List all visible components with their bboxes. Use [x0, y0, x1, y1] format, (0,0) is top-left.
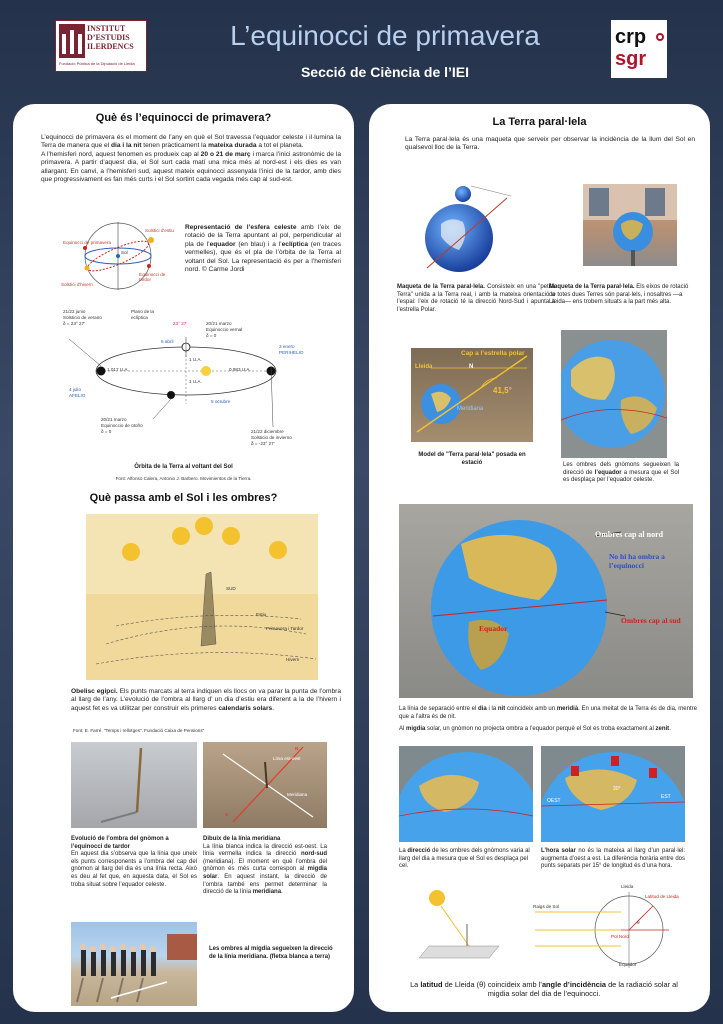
station-label-polar: Cap a l’estrella polar	[461, 350, 525, 357]
celestial-sphere-caption: Representació de l’esfera celeste amb l’eix de rotació de la Terra apuntant al pol, perpendicular al pla de l’equador (en blau) i a l’eclíptica (en traces vermelles), que és el pla de l’òrbita de la Terra al voltant del Sol. La representació és per a l’hemisferi nord. © Carme Jordi	[185, 224, 341, 274]
gnomons-globe-photo	[561, 330, 667, 458]
target-icon	[656, 33, 664, 41]
iei-logo-text: INSTITUT D’ESTUDIS ILERDENCS	[87, 24, 134, 51]
solar-hour-photo	[541, 746, 685, 842]
latitude-diagram	[529, 882, 689, 972]
gnomon-photo	[71, 742, 197, 828]
orbit-ua-1: 1 U.A.	[189, 357, 202, 362]
section-title-equinox: Què és l’equinocci de primavera?	[95, 112, 272, 124]
earth-orbit-diagram	[61, 309, 311, 459]
crp-sgr-logo: crp sgr	[611, 20, 667, 78]
model-photo	[583, 184, 677, 266]
section-title-shadows: Què passa amb el Sol i les ombres?	[89, 492, 278, 504]
iei-building-icon	[59, 24, 85, 58]
latitude-label-latitud: Latitud de Lleida	[645, 894, 679, 899]
orbit-dist-left: 1.017 U.A.	[107, 367, 129, 372]
sphere-label-north: Solstici d'estiu	[145, 228, 174, 233]
obelisk-caption: Obelisc egipci. Els punts marcats al terra indiquen els llocs on va parar la punta de l’ombra al llarg de l’any. L’evolució de l’ombra al llarg d’ un dia d’estiu era diferent a la de l’hivern i aquest fet es va utilitzar per construir els primeres calendaris solars.	[71, 688, 341, 712]
orbit-label-octubre: 5 octubre	[211, 399, 231, 404]
left-panel	[13, 104, 354, 1012]
station-label-angle: 41,5°	[493, 386, 512, 395]
students-photo	[71, 922, 197, 1006]
station-label-meridiana: Meridiana	[457, 406, 484, 412]
orbit-label-plane: Plano de la eclíptica	[131, 309, 154, 320]
orbit-dist-right: 0.983 U.A.	[229, 367, 251, 372]
meridian-label-mer: Meridiana	[287, 792, 308, 797]
obelisk-label-hivern: Hivern	[286, 657, 300, 662]
orbit-label-dec: 21/22 diciembre Solsticio de invierno δ = -23° 27’	[251, 429, 292, 446]
latitude-conclusion: La latitud de Lleida (θ) coincideix amb l’angle d’incidència de la radiació solar al migdia solar del dia de l’equinocci.	[410, 980, 678, 999]
station-label-n: N	[469, 364, 474, 370]
sphere-label-sun: Sol	[121, 250, 128, 255]
latitude-label-lleida: Lleida	[621, 884, 634, 889]
meridian-day-night-text: La línia de separació entre el dia i la nit coincideix amb un meridià. En una meitat de la Terra és de dia, mentre que a l’altra és de nit.	[399, 706, 697, 720]
sun-rays-diagram	[419, 884, 509, 964]
orbit-angle-top: 23° 27’	[173, 321, 188, 326]
meridian-label-n: N	[295, 746, 299, 751]
obelisk-source: Font: E. Farré. "Temps i rellotges". Fundació Caixa de Pensions"	[73, 728, 205, 733]
obelisk-drawing	[86, 514, 318, 680]
station-photo	[411, 348, 533, 442]
model-caption: Maqueta de la Terra paral·lela. Consisteix en una "petita Terra" unida a la Terra real, i amb la mateixa orientació a l’espai: l’eix de rotació té la direcció Nord-Sud i apunta a l’estrella Polar.	[397, 284, 555, 313]
section-title-parallel-earth: La Terra paral·lela	[492, 116, 587, 128]
orbit-label-march: 20/21 marzo Equinoccio vernal δ = 0	[206, 321, 243, 338]
solar-hour-caption: L’hora solar no és la mateixa al llarg d’un paral·lel: augmenta d’oest a est. La diferència horària entre dos punts separats per 15° de longitud és d’una hora.	[541, 848, 685, 870]
orbit-caption: Òrbita de la Terra al voltant del Sol	[134, 464, 233, 470]
sphere-label-south: Solstici d'hivern	[61, 282, 93, 287]
iei-logo	[55, 20, 147, 72]
station-caption: Model de "Terra paral·lela" posada en estació	[418, 452, 526, 466]
big-globe-label-no-shadow: No hi ha ombra a l’equinocci	[609, 552, 665, 570]
orbit-label-sept: 20/21 marzo Equinoccio de otoño δ = 0	[101, 417, 143, 434]
equinox-intro: L’equinocci de primavera és el moment de l’any en què el Sol travessa l’equador celeste i il·lumina la Terra de manera que el dia i la nit tenen pràcticament la mateixa durada a tot el planeta. A l’hemisferi nord, aquest fenomen es produeix cap al 20 o 21 de març i marca l’inici astronòmic de la primavera. A partir d’aquest dia, el Sol surt cada matí una mica més al nord-est i els dies es van allargant. En canvi, a l’hemisferi sud, aquest mateix equinocci assenyala l’inici de la tardor, amb dies que progressivament es fan més curts i el Sol sortint cada vegada més cap al sud-est.	[41, 134, 342, 184]
big-globe-label-equador: Equador	[479, 624, 508, 633]
solar-hour-label-deg: 30°	[613, 786, 621, 792]
latitude-label-theta: θ	[637, 920, 640, 925]
page-title: L’equinocci de primavera	[230, 20, 540, 51]
solar-hour-label-oest: OEST	[547, 798, 561, 804]
orbit-source: Font: Alfonso Calera, Antonio J. Barbero. Movimientos de la Tierra.	[115, 476, 252, 481]
model2-caption: Maqueta de la Terra paral·lela. Els eixos de rotació de totes dues Terres són paral·lels, i nosaltres —a Lleida— ens trobem situats a la part més alta.	[549, 284, 689, 306]
obelisk-label-sud: SUD	[226, 586, 236, 591]
sphere-label-equinox-top: Equinocci de primavera	[63, 240, 112, 245]
shadow-direction-photo	[399, 746, 533, 842]
parallel-earth-intro: La Terra paral·lela és una maqueta que serveix per observar la incidència de la llum del Sol en qualsevol lloc de la Terra.	[405, 136, 695, 152]
meridian-label-s: S	[225, 812, 229, 817]
right-panel	[369, 104, 710, 1012]
orbit-label-june: 21/22 junio Solsticio de verano δ = 23° 27’	[63, 309, 102, 326]
celestial-sphere-diagram	[61, 220, 176, 292]
meridian-label-ew: Línia est-oest	[273, 756, 301, 761]
solar-hour-label-est: EST	[661, 794, 671, 800]
latitude-label-raigs: Raigs de Sol	[533, 904, 560, 909]
gnomon-text: Evolució de l’ombra del gnòmon a l’equinocci de tardor En aquest dia s’observa que la línia que uneix els punts corresponents a l’ombra del cap del gnòmon al llarg del dia és una línia recta. Això es deu al fet que, en aquesta data, el Sol es troba situat sobre l’equador celeste.	[71, 836, 197, 888]
big-globe-label-nord: Ombres cap al nord	[595, 530, 664, 539]
latitude-label-equador: Equador	[619, 962, 637, 967]
orbit-label-aphelion: 4 julio AFELIO	[69, 387, 86, 398]
shadow-direction-caption: La direcció de les ombres dels gnòmons varia al llarg del dia a mesura que el Sol es desplaça pel cel.	[399, 848, 530, 870]
orbit-label-perihelion: 3 enero PERIHELIO	[279, 344, 304, 355]
big-globe-label-sud: Ombres cap al sud	[621, 616, 681, 625]
page-subtitle: Secció de Ciència de l’IEI	[300, 64, 470, 80]
meridian-photo	[203, 742, 327, 828]
parallel-earth-illustration	[411, 176, 531, 276]
big-globe-photo	[399, 504, 693, 698]
noon-zenith-text: Al migdia solar, un gnòmon no projecta ombra a l’equador perquè el Sol es troba exactament al zenit.	[399, 726, 671, 732]
orbit-label-abril: 5 abril	[161, 339, 174, 344]
meridian-text: Dibuix de la línia meridiana La línia blanca indica la direcció est-oest. La línia vermella indica la direcció nord-sud (meridiana). El moment en què l’ombra del gnòmon és més curta correspon al migdia solar. En aquest instant, la direcció de l’ombra també ens permet determinar la direcció de la línia meridiana.	[203, 836, 327, 896]
obelisk-label-primavera: Primavera i Tardor	[266, 626, 304, 631]
sphere-label-equinox-bottom: Equinocci de tardor	[139, 272, 166, 282]
station-label-lleida: Lleida	[415, 364, 433, 370]
orbit-ua-2: 1 U.A.	[189, 379, 202, 384]
obelisk-label-estiu: Estiu	[256, 612, 267, 617]
iei-tagline: Fundació Pública de la Diputació de Lleida	[59, 61, 135, 66]
gnomons-caption: Les ombres dels gnòmons segueixen la direcció de l’equador a mesura que el Sol es desplaça per l’equador celeste.	[563, 462, 680, 484]
students-caption: Les ombres al migdia segueixen la direcció de la línia meridiana. (fletxa blanca a terra)	[209, 946, 333, 960]
latitude-label-pol: Pol Nord	[611, 934, 629, 939]
